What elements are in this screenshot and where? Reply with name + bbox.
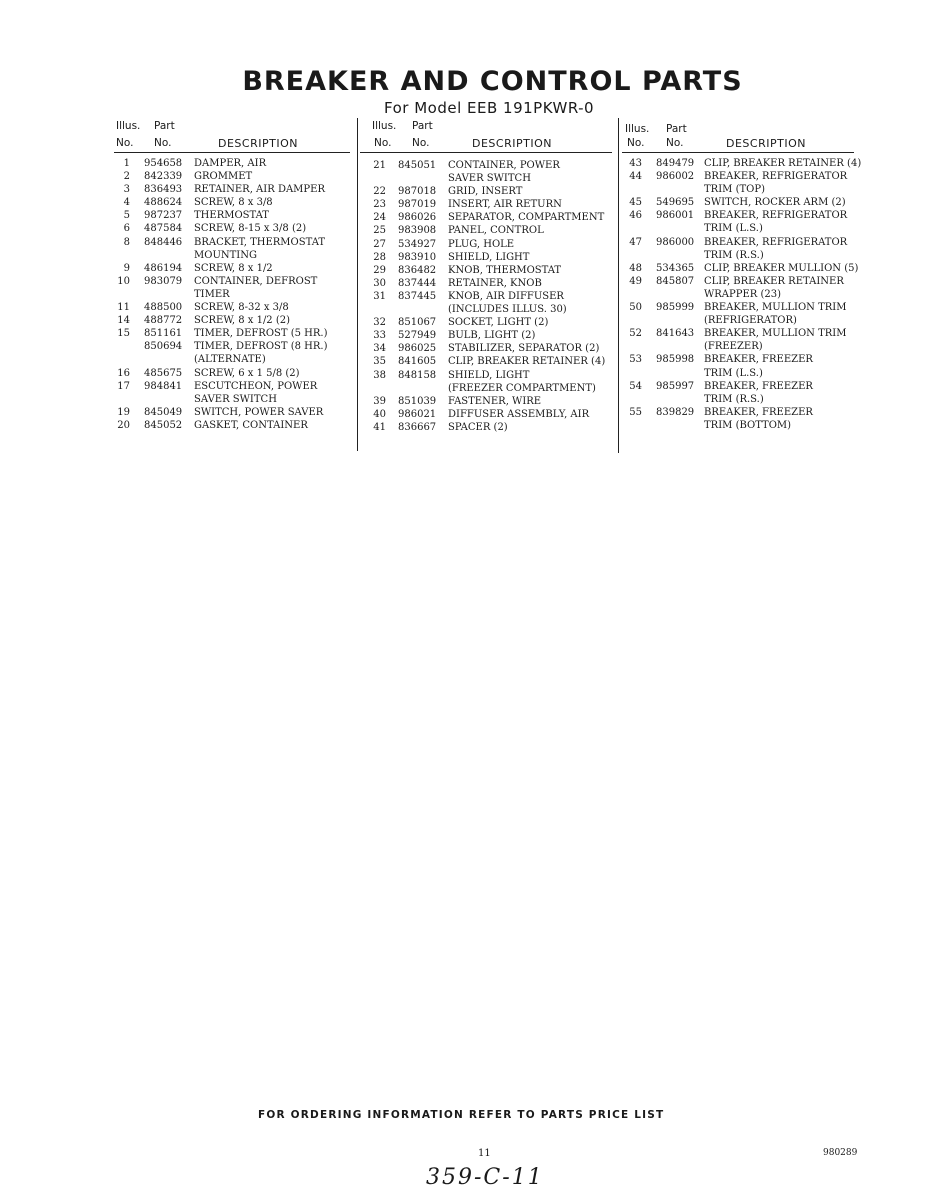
parts-row [114, 196, 350, 209]
part-number: 549695 [656, 197, 695, 209]
page-title: BREAKER AND CONTROL PARTS [242, 66, 743, 97]
part-description: BREAKER, MULLION TRIM [704, 328, 847, 340]
parts-row [360, 408, 612, 421]
page-number: 11 [478, 1148, 491, 1159]
description-header: DESCRIPTION [472, 137, 552, 150]
parts-row [114, 340, 350, 353]
illus-number: 21 [373, 160, 386, 171]
part-number: 488500 [144, 302, 183, 314]
part-description: THERMOSTAT [194, 210, 269, 222]
illus-number: 6 [123, 223, 130, 235]
parts-row [622, 380, 854, 393]
part-number: 487584 [144, 223, 183, 235]
part-header: Part [412, 120, 433, 132]
part-header: Part [666, 123, 687, 135]
parts-row [360, 238, 612, 251]
parts-row [622, 327, 854, 340]
parts-row [360, 316, 612, 329]
parts-row [360, 198, 612, 211]
illus-number: 48 [629, 262, 642, 274]
parts-row [622, 419, 854, 432]
parts-row [114, 288, 350, 301]
illus-number: 27 [373, 238, 386, 250]
column-header [360, 120, 612, 154]
part-number: 986025 [398, 343, 437, 355]
illus-number: 44 [629, 171, 642, 183]
part-description: SCREW, 8-15 x 3/8 (2) [194, 223, 307, 235]
part-number: 849479 [656, 158, 695, 169]
part-description: SAVER SWITCH [448, 173, 531, 185]
part-number: 984841 [144, 380, 183, 392]
part-number: 845049 [144, 406, 183, 418]
part-description: ESCUTCHEON, POWER [194, 380, 318, 392]
part-number: 488772 [144, 315, 183, 327]
part-description: BREAKER, REFRIGERATOR [704, 210, 848, 222]
part-header: Part [154, 120, 175, 132]
illus-number: 2 [123, 171, 130, 183]
part-description: FASTENER, WIRE [448, 395, 542, 407]
parts-row [360, 355, 612, 368]
part-number: 983908 [398, 225, 437, 237]
illus-number: 33 [373, 330, 386, 342]
parts-column-2 [360, 120, 612, 434]
part-number: 986001 [656, 210, 695, 222]
illus-number: 46 [629, 210, 642, 222]
part-description: CLIP, BREAKER RETAINER (4) [448, 356, 606, 368]
ordering-footer: FOR ORDERING INFORMATION REFER TO PARTS PRICE LIST [258, 1109, 665, 1121]
part-description: SHIELD, LIGHT [448, 369, 530, 381]
part-number: 485675 [144, 367, 183, 379]
parts-row [622, 288, 854, 301]
part-number: 987018 [398, 186, 437, 198]
part-number: 850694 [144, 341, 183, 353]
description-header: DESCRIPTION [726, 137, 806, 150]
part-number: 839829 [656, 406, 695, 418]
part-description: (FREEZER COMPARTMENT) [448, 382, 596, 394]
part-number: 986002 [656, 171, 695, 183]
parts-list [114, 157, 350, 432]
part-description: TIMER, DEFROST (5 HR.) [194, 328, 328, 340]
part-description: CONTAINER, POWER [448, 160, 560, 171]
part-description: PLUG, HOLE [448, 238, 515, 250]
part-number: 841605 [398, 356, 437, 368]
parts-row [622, 275, 854, 288]
part-description: SCREW, 8 x 1/2 [194, 262, 273, 274]
part-description: CLIP, BREAKER MULLION (5) [704, 262, 859, 274]
part-description: TRIM (L.S.) [704, 367, 763, 379]
part-description: SWITCH, ROCKER ARM (2) [704, 197, 846, 209]
part-number: 848158 [398, 369, 437, 381]
part-description: KNOB, AIR DIFFUSER [448, 290, 564, 302]
illus-no-header: No. [374, 137, 392, 149]
parts-row [360, 185, 612, 198]
parts-row [360, 329, 612, 342]
parts-row [360, 395, 612, 408]
part-description: TRIM (BOTTOM) [704, 419, 792, 431]
part-description: TIMER, DEFROST (8 HR.) [194, 341, 328, 353]
parts-list [622, 157, 862, 432]
part-description: BREAKER, REFRIGERATOR [704, 236, 848, 248]
part-number: 954658 [144, 158, 183, 169]
part-description: TRIM (R.S.) [704, 249, 764, 261]
part-number: 983910 [398, 251, 437, 263]
illus-number: 38 [373, 369, 386, 381]
part-description: (REFRIGERATOR) [704, 315, 797, 327]
part-description: MOUNTING [194, 249, 257, 261]
part-description: CLIP, BREAKER RETAINER [704, 275, 844, 287]
parts-column-3 [622, 120, 862, 432]
part-description: INSERT, AIR RETURN [448, 199, 562, 211]
part-number: 851161 [144, 328, 183, 340]
parts-row [114, 183, 350, 196]
illus-no-header: No. [627, 137, 645, 149]
parts-row [360, 172, 612, 185]
illus-number: 47 [629, 236, 642, 248]
part-description: TRIM (L.S.) [704, 223, 763, 235]
illus-number: 52 [629, 328, 642, 340]
part-description: BRACKET, THERMOSTAT [194, 236, 326, 248]
part-description: SOCKET, LIGHT (2) [448, 317, 549, 329]
part-number: 986021 [398, 408, 437, 420]
part-no-header: No. [154, 137, 172, 149]
parts-row [622, 340, 854, 353]
model-subtitle: For Model EEB 191PKWR-0 [384, 99, 595, 117]
part-number: 845052 [144, 419, 183, 431]
part-description: CLIP, BREAKER RETAINER (4) [704, 158, 862, 169]
part-description: DIFFUSER ASSEMBLY, AIR [448, 408, 590, 420]
parts-row [622, 196, 854, 209]
parts-row [622, 367, 854, 380]
illus-number: 24 [373, 212, 386, 224]
parts-row [360, 159, 612, 172]
part-number: 845051 [398, 160, 437, 171]
parts-row [360, 251, 612, 264]
parts-row [114, 236, 350, 249]
illus-number: 25 [373, 225, 386, 237]
part-description: STABILIZER, SEPARATOR (2) [448, 343, 600, 355]
parts-row [114, 380, 350, 393]
parts-row [622, 222, 854, 235]
parts-row [114, 157, 350, 170]
column-divider [618, 118, 619, 453]
parts-row [622, 301, 854, 314]
part-number: 837444 [398, 277, 437, 289]
header-divider [622, 152, 854, 153]
part-number: 842339 [144, 171, 183, 183]
part-number: 836667 [398, 421, 437, 433]
part-description: RETAINER, KNOB [448, 277, 542, 289]
part-number: 836493 [144, 184, 183, 196]
parts-row [360, 342, 612, 355]
part-number: 534927 [398, 238, 437, 250]
part-description: SCREW, 8 x 1/2 (2) [194, 315, 291, 327]
part-description: BULB, LIGHT (2) [448, 330, 536, 342]
part-number: 985999 [656, 302, 695, 314]
part-number: 488624 [144, 197, 183, 209]
parts-row [622, 209, 854, 222]
illus-number: 11 [117, 302, 130, 314]
illus-number: 17 [117, 380, 130, 392]
part-description: BREAKER, FREEZER [704, 354, 813, 366]
illus-number: 14 [117, 315, 130, 327]
part-description: BREAKER, FREEZER [704, 406, 813, 418]
part-number: 985997 [656, 380, 695, 392]
illus-number: 50 [629, 302, 642, 314]
description-header: DESCRIPTION [218, 137, 298, 150]
part-description: RETAINER, AIR DAMPER [194, 184, 325, 196]
parts-row [360, 264, 612, 277]
part-description: TRIM (TOP) [704, 184, 765, 196]
part-description: GROMMET [194, 171, 253, 183]
part-number: 987019 [398, 199, 437, 211]
illus-number: 32 [373, 317, 386, 329]
illus-number: 49 [629, 275, 642, 287]
part-description: (FREEZER) [704, 341, 763, 353]
part-number: 841643 [656, 328, 695, 340]
illus-number: 19 [117, 406, 130, 418]
part-no-header: No. [412, 137, 430, 149]
part-description: WRAPPER (23) [704, 288, 782, 300]
illus-number: 43 [629, 158, 642, 169]
parts-row [360, 369, 612, 382]
part-number: 837445 [398, 290, 437, 302]
illus-number: 3 [123, 184, 130, 196]
parts-column-1 [114, 120, 350, 432]
illus-number: 31 [373, 290, 386, 302]
illus-number: 54 [629, 380, 642, 392]
part-description: KNOB, THERMOSTAT [448, 264, 562, 276]
parts-row [114, 353, 350, 366]
part-description: BREAKER, FREEZER [704, 380, 813, 392]
illus-no-header: No. [116, 137, 134, 149]
parts-row [360, 211, 612, 224]
parts-row [622, 249, 854, 262]
part-description: GASKET, CONTAINER [194, 419, 308, 431]
part-number: 845807 [656, 275, 695, 287]
illus-number: 22 [373, 186, 386, 198]
part-description: (INCLUDES ILLUS. 30) [448, 304, 567, 316]
illus-number: 23 [373, 199, 386, 211]
part-number: 986000 [656, 236, 695, 248]
header-divider [360, 152, 612, 153]
part-number: 987237 [144, 210, 183, 222]
part-number: 851067 [398, 317, 437, 329]
illus-number: 15 [117, 328, 130, 340]
parts-row [114, 367, 350, 380]
illus-number: 5 [123, 210, 130, 222]
illus-number: 30 [373, 277, 386, 289]
part-number: 848446 [144, 236, 183, 248]
parts-row [360, 277, 612, 290]
parts-row [114, 419, 350, 432]
parts-row [360, 290, 612, 303]
part-number: 527949 [398, 330, 437, 342]
illus-number: 1 [123, 158, 130, 169]
illus-number: 8 [123, 236, 130, 248]
parts-row [114, 393, 350, 406]
part-no-header: No. [666, 137, 684, 149]
parts-row [622, 157, 862, 170]
part-description: SPACER (2) [448, 421, 508, 433]
part-description: SCREW, 8 x 3/8 [194, 197, 273, 209]
parts-row [114, 275, 350, 288]
part-number: 985998 [656, 354, 695, 366]
parts-row [622, 262, 859, 275]
part-description: PANEL, CONTROL [448, 225, 544, 237]
illus-number: 16 [117, 367, 130, 379]
illus-header: Illus. [372, 120, 397, 132]
part-number: 983079 [144, 275, 183, 287]
illus-number: 39 [373, 395, 386, 407]
parts-row [622, 393, 854, 406]
parts-row [622, 314, 854, 327]
parts-row [114, 262, 350, 275]
column-divider [357, 118, 358, 451]
part-description: (ALTERNATE) [194, 354, 266, 366]
part-description: CONTAINER, DEFROST [194, 275, 318, 287]
parts-row [360, 303, 612, 316]
part-description: SCREW, 6 x 1 5/8 (2) [194, 367, 300, 379]
parts-row [360, 224, 612, 237]
part-description: SWITCH, POWER SAVER [194, 406, 324, 418]
part-description: TIMER [194, 288, 230, 300]
part-number: 836482 [398, 264, 437, 276]
part-number: 986026 [398, 212, 437, 224]
illus-number: 20 [117, 419, 130, 431]
part-description: GRID, INSERT [448, 186, 523, 198]
parts-row [114, 314, 350, 327]
part-number: 486194 [144, 262, 183, 274]
parts-row [114, 222, 350, 235]
part-description: SHIELD, LIGHT [448, 251, 530, 263]
part-number: 534365 [656, 262, 695, 274]
illus-number: 9 [123, 262, 130, 274]
parts-row [114, 249, 350, 262]
parts-row [622, 170, 854, 183]
parts-row [622, 183, 854, 196]
handwritten-note: 359-C-11 [426, 1165, 544, 1190]
part-description: BREAKER, REFRIGERATOR [704, 171, 848, 183]
illus-number: 28 [373, 251, 386, 263]
parts-row [622, 406, 854, 419]
illus-number: 35 [373, 356, 386, 368]
parts-row [114, 327, 350, 340]
illus-number: 45 [629, 197, 642, 209]
document-code: 980289 [823, 1148, 858, 1158]
part-description: SAVER SWITCH [194, 393, 277, 405]
part-number: 851039 [398, 395, 437, 407]
parts-row [622, 236, 854, 249]
parts-row [114, 209, 350, 222]
illus-header: Illus. [116, 120, 141, 132]
illus-number: 53 [629, 354, 642, 366]
illus-number: 34 [373, 343, 386, 355]
illus-number: 29 [373, 264, 386, 276]
illus-number: 41 [373, 421, 386, 433]
illus-number: 10 [117, 275, 130, 287]
parts-row [114, 301, 350, 314]
column-header [114, 120, 350, 154]
column-header [622, 120, 854, 154]
part-description: DAMPER, AIR [194, 158, 267, 169]
parts-row [114, 170, 350, 183]
part-description: TRIM (R.S.) [704, 393, 764, 405]
parts-row [360, 382, 612, 395]
parts-row [622, 353, 854, 366]
part-description: SCREW, 8-32 x 3/8 [194, 302, 289, 314]
illus-number: 4 [123, 197, 130, 209]
parts-row [360, 421, 612, 434]
illus-number: 40 [373, 408, 386, 420]
illus-header: Illus. [625, 123, 650, 135]
part-description: BREAKER, MULLION TRIM [704, 302, 847, 314]
illus-number: 55 [629, 406, 642, 418]
header-divider [114, 152, 350, 153]
parts-list [360, 159, 612, 434]
part-description: SEPARATOR, COMPARTMENT [448, 212, 605, 224]
parts-row [114, 406, 350, 419]
